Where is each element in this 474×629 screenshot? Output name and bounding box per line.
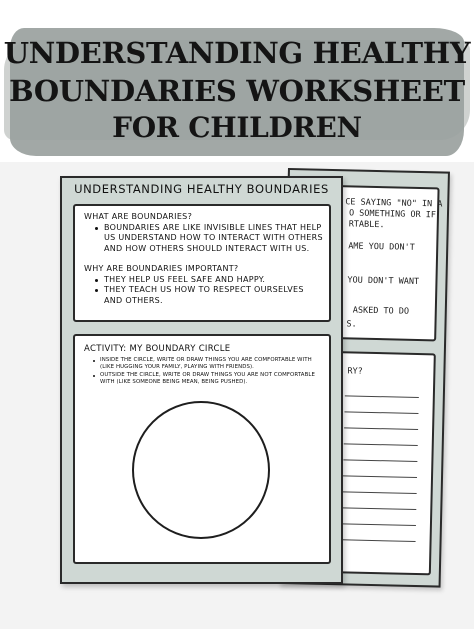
writing-line [342,507,416,510]
writing-line [342,523,416,526]
writing-line [344,427,418,430]
instruction-inside: INSIDE THE CIRCLE, WRITE OR DRAW THINGS YOU ARE COMFORTABLE WITH (LIKE HUGGING YOUR FAMILY, PLAYING WITH FRIENDS). [100,357,324,372]
q1-bullet: BOUNDARIES ARE LIKE INVISIBLE LINES THAT HELP US UNDERSTAND HOW TO INTERACT WITH OTHERS AND HOW OTHERS SHOULD INTERACT WITH US. [104,222,323,253]
writing-line [343,459,417,462]
front-worksheet-page [60,176,343,584]
worksheet-title: UNDERSTANDING HEALTHY BOUNDARIES [74,182,329,196]
title-banner [0,0,474,162]
activity-content [84,344,324,387]
q2-bullet-list [84,275,324,307]
back-fragment-7: S. [346,319,357,330]
title-line-3: FOR CHILDREN [112,111,362,144]
boundary-circle [132,401,270,539]
writing-line [345,395,419,398]
back-fragment-5: YOU DON'T WANT [347,275,420,288]
back-fragment-2: O SOMETHING OR IF [348,208,437,221]
writing-line [344,411,418,414]
writing-line [344,443,418,446]
question-why-important: WHY ARE BOUNDARIES IMPORTANT? [84,264,239,273]
back-fragment-4: AME YOU DON'T [348,241,415,253]
title-line-1: UNDERSTANDING HEALTHY [3,36,471,70]
title-line-2: BOUNDARIES WORKSHEET [9,74,465,108]
back-fragment-3: RTABLE. [348,219,385,231]
back-fragment-6: ASKED TO DO [352,305,410,317]
q2-bullet: THEY TEACH US HOW TO RESPECT OURSELVES AND OTHERS. [104,285,324,306]
writing-line [342,539,416,542]
instruction-outside: OUTSIDE THE CIRCLE, WRITE OR DRAW THINGS YOU ARE NOT COMFORTABLE WITH (LIKE SOMEONE BEING MEAN, BEING PUSHED). [100,372,324,387]
writing-line [343,491,417,494]
intro-content [84,212,324,306]
activity-heading: ACTIVITY: MY BOUNDARY CIRCLE [84,344,231,354]
q1-bullet-list [84,223,324,255]
q2-bullet: THEY HELP US FEEL SAFE AND HAPPY. [104,275,324,286]
back-fragment-8: RY? [347,366,363,377]
writing-line [343,475,417,478]
intro-box [73,204,331,322]
back-fragment-1: CE SAYING "NO" IN A [345,197,443,210]
activity-instructions [84,357,324,387]
question-what-are-boundaries: WHAT ARE BOUNDARIES? [84,212,193,221]
